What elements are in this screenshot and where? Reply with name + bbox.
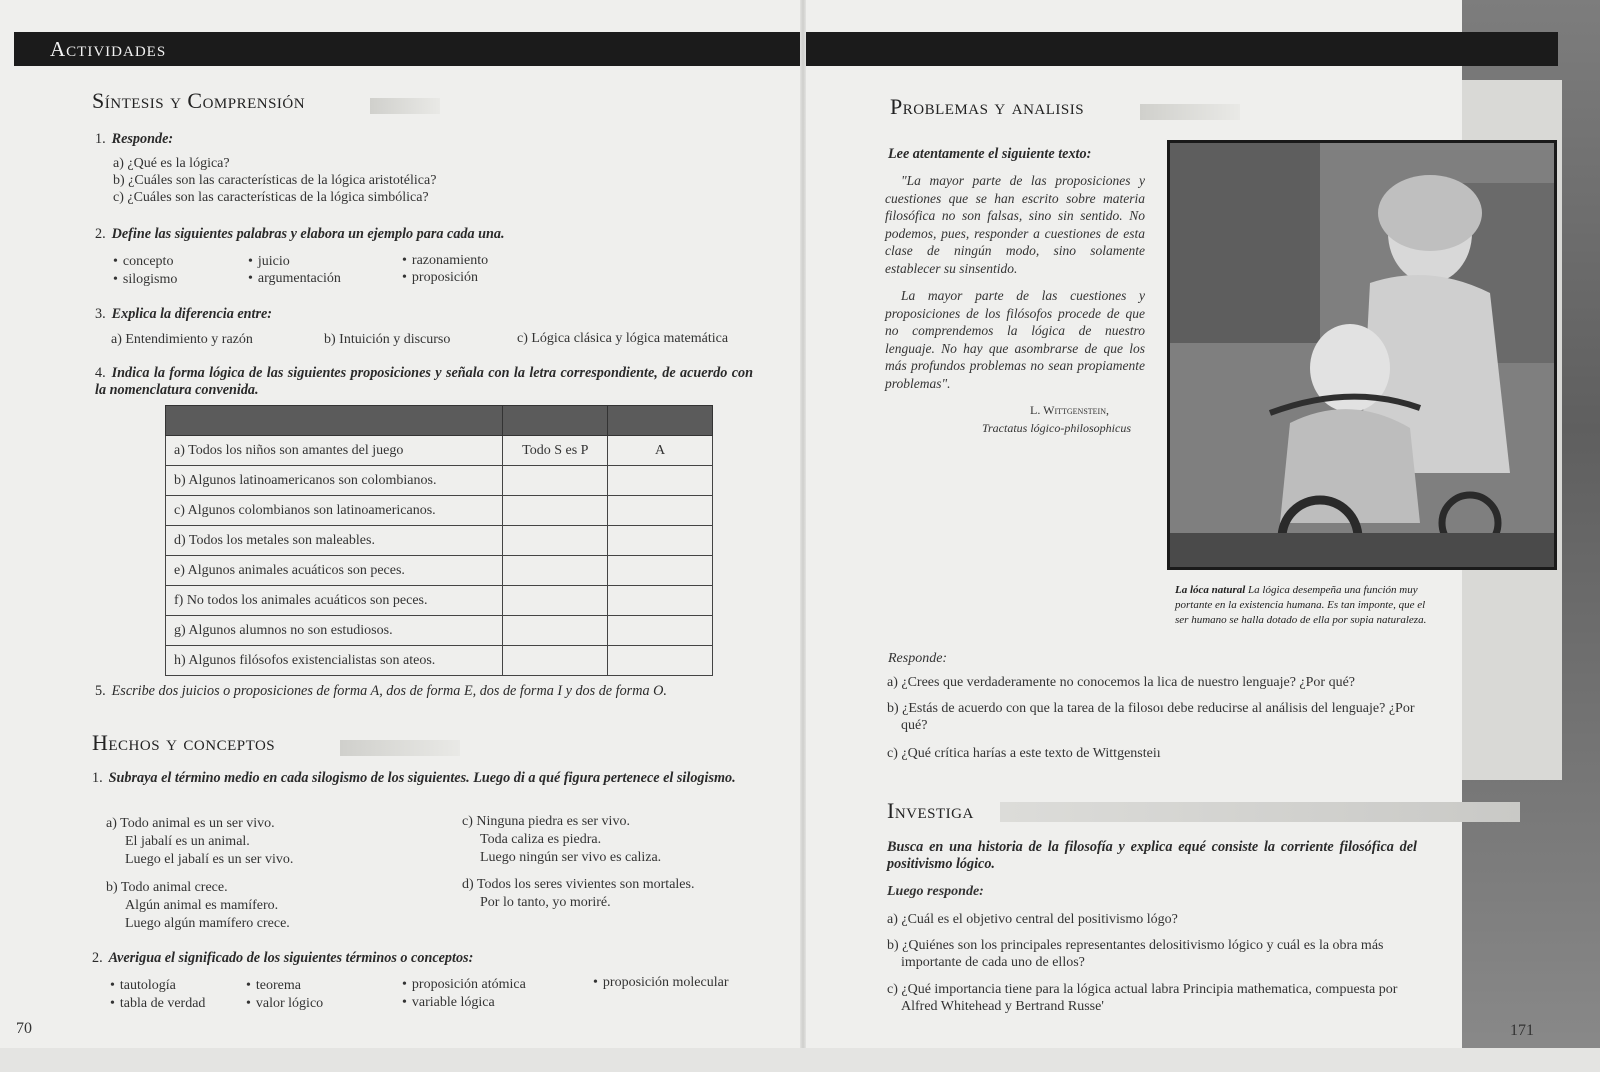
cell-proposicion: b) Algunos latinoamericanos son colombianos. xyxy=(166,466,503,496)
cell-forma xyxy=(503,586,608,616)
section-title-hechos: Hechos y conceptos xyxy=(92,730,276,755)
syllogism-c-line1: c) Ninguna piedra es ser vivo. xyxy=(462,814,630,829)
cell-nombre: A xyxy=(608,436,713,466)
question-5: 5. Escribe dos juicios o proposiciones de forma A, dos de forma E, dos de forma I y dos de forma O. xyxy=(95,683,667,699)
investiga-item-a: a) ¿Cuál es el objetivo central del positivismo lógo? xyxy=(887,912,1178,927)
q3-item-b: b) Intuición y discurso xyxy=(324,332,451,347)
syllogism-b-line1: b) Todo animal crece. xyxy=(106,880,228,895)
header-proposiciones xyxy=(166,406,503,436)
header-forma xyxy=(503,406,608,436)
responde-item-c: c) ¿Qué crítica harías a este texto de Wittgensteiı xyxy=(887,746,1161,761)
section-bar xyxy=(1140,104,1240,120)
section-bar xyxy=(370,98,440,114)
page-number-right: 171 xyxy=(1510,1022,1534,1039)
question-2: 2. Define las siguientes palabras y elabora un ejemplo para cada una. xyxy=(95,226,505,242)
term-teorema: • teorema xyxy=(246,977,301,994)
quote-work: Tractatus lógico-philosophicus xyxy=(982,421,1132,435)
section-bar xyxy=(1000,802,1520,822)
syllogism-a-line3: Luego el jabalí es un ser vivo. xyxy=(125,852,294,867)
table-header-row xyxy=(166,406,713,436)
cell-proposicion: e) Algunos animales acuáticos son peces. xyxy=(166,556,503,586)
quote-author: L. Wittgenstein, xyxy=(1030,403,1109,417)
q1-item-c: c) ¿Cuáles son las características de la lógica simbólica? xyxy=(113,190,429,205)
hechos-question-1: 1. Subraya el término medio en cada silogismo de los siguientes. Luego di a qué figura pertenece el silogismo. xyxy=(92,770,736,786)
syllogism-b-line3: Luego algún mamífero crece. xyxy=(125,916,290,931)
investiga-lead: Busca en una historia de la filosofía y explica equé consiste la corriente filosófica del positivismo lógico. xyxy=(887,839,1417,872)
responde-label: Responde: xyxy=(888,651,948,666)
header-nombre xyxy=(608,406,713,436)
photo-caption: La lóca natural La lógica desempeña una función muy portante en la existencia humana. Es tan imponte, que el ser humano se halla dotado de ella por sυpia naturaleza. xyxy=(1175,584,1427,626)
term-proposicion-molecular: • proposición molecular xyxy=(593,974,728,991)
q3-item-a: a) Entendimiento y razón xyxy=(111,332,253,347)
photo-illustration xyxy=(1170,143,1557,570)
banner-title: Actividades xyxy=(50,37,167,61)
syllogism-a-line2: El jabalí es un animal. xyxy=(125,834,250,849)
q3-item-c: c) Lógica clásica y lógica matemática xyxy=(517,331,729,346)
section-title-investiga: Investiga xyxy=(887,798,974,823)
responde-item-a: a) ¿Crees que verdaderamente no conocemos la lica de nuestro lenguaje? ¿Por qué? xyxy=(887,675,1356,690)
cell-proposicion: g) Algunos alumnos no son estudiosos. xyxy=(166,616,503,646)
term-tabla-de-verdad: • tabla de verdad xyxy=(110,995,205,1012)
term-valor-logico: • valor lógico xyxy=(246,995,323,1012)
cell-forma: Todo S es P xyxy=(503,436,608,466)
cell-proposicion: a) Todos los niños son amantes del juego xyxy=(166,436,503,466)
question-3: 3. Explica la diferencia entre: xyxy=(95,306,273,322)
section-bar xyxy=(340,740,460,756)
word-concepto: • concepto xyxy=(113,253,173,270)
cell-forma xyxy=(503,526,608,556)
cell-nombre xyxy=(608,466,713,496)
word-argumentacion: • argumentación xyxy=(248,270,341,287)
cell-proposicion: h) Algunos filósofos existencialistas son ateos. xyxy=(166,646,503,676)
responde-item-b: b) ¿Estás de acuerdo con que la tarea de la filosoı debe reducirse al análisis del lenguaje? ¿Por qué? xyxy=(887,701,1415,733)
bottom-margin xyxy=(0,1048,1600,1072)
syllogism-d-line2: Por lo tanto, yo moriré. xyxy=(480,895,611,910)
question-4: 4. Indica la forma lógica de las siguientes proposiciones y señala con la letra correspondiente, de acuerdo con la nomenclatura convenida. xyxy=(95,365,753,398)
section-title-sintesis: Síntesis y Comprensión xyxy=(92,88,306,113)
cell-forma xyxy=(503,556,608,586)
cell-proposicion: d) Todos los metales son maleables. xyxy=(166,526,503,556)
cell-nombre xyxy=(608,496,713,526)
wittgenstein-quote-p1: "La mayor parte de las proposiciones y cuestiones que se han escrito sobre materia filosófica no son falsas, sino sin sentido. No podemos, pues, responder a cuestiones de esta clase de ningún modo, sino solamente establecer su sinsentido. xyxy=(885,173,1145,276)
investiga-item-b: b) ¿Quiénes son los principales representantes delositivismo lógico y cuál es la obra más importante de cada uno de ellos? xyxy=(887,938,1384,970)
page-number-left: 70 xyxy=(16,1020,32,1037)
investiga-item-c: c) ¿Qué importancia tiene para la lógica actual labra Principia mathematica, compuesta por Alfred Whitehead y Bertrand Russe' xyxy=(887,982,1398,1014)
syllogism-d-line1: d) Todos los seres vivientes son mortales. xyxy=(462,877,695,892)
luego-responde-label: Luego responde: xyxy=(887,884,984,899)
cell-nombre xyxy=(608,586,713,616)
question-1: 1. Responde: xyxy=(95,131,174,147)
hechos-question-2: 2. Averigua el significado de los siguientes términos o conceptos: xyxy=(92,950,474,966)
right-header-band xyxy=(806,32,1558,66)
cell-nombre xyxy=(608,526,713,556)
logic-form-table xyxy=(165,405,713,676)
term-proposicion-atomica: • proposición atómica xyxy=(402,976,526,993)
cell-nombre xyxy=(608,616,713,646)
syllogism-a-line1: a) Todo animal es un ser vivo. xyxy=(106,816,275,831)
table-row xyxy=(166,466,713,496)
term-variable-logica: • variable lógica xyxy=(402,994,495,1011)
q1-item-a: a) ¿Qué es la lógica? xyxy=(113,156,230,171)
syllogism-c-line3: Luego ningún ser vivo es caliza. xyxy=(480,850,662,865)
table-row xyxy=(166,646,713,676)
wittgenstein-quote-p2: La mayor parte de las cuestiones y proposiciones de los filósofos procede de que no comprendemos la lógica de nuestro lenguaje. No hay que asombrarse de que los más profundos problemas no sean propiamente problemas". xyxy=(885,288,1145,391)
cell-forma xyxy=(503,496,608,526)
cell-nombre xyxy=(608,646,713,676)
word-silogismo: • silogismo xyxy=(113,271,177,288)
table-row xyxy=(166,616,713,646)
word-juicio: • juicio xyxy=(248,253,290,270)
cell-nombre xyxy=(608,556,713,586)
word-razonamiento: • razonamiento xyxy=(402,252,488,269)
cell-forma xyxy=(503,466,608,496)
table-row xyxy=(166,496,713,526)
cell-proposicion: f) No todos los animales acuáticos son peces. xyxy=(166,586,503,616)
table-row xyxy=(166,586,713,616)
q1-item-b: b) ¿Cuáles son las características de la lógica aristotélica? xyxy=(113,173,437,188)
table-row xyxy=(166,436,713,466)
syllogism-b-line2: Algún animal es mamífero. xyxy=(125,898,279,913)
lead-text: Lee atentamente el siguiente texto: xyxy=(888,146,1092,162)
word-proposicion: • proposición xyxy=(402,269,478,286)
book-gutter xyxy=(800,0,806,1072)
term-tautologia: • tautología xyxy=(110,977,176,994)
table-row xyxy=(166,526,713,556)
syllogism-c-line2: Toda caliza es piedra. xyxy=(480,832,602,847)
section-title-problemas: Problemas y analisis xyxy=(890,94,1085,119)
cell-proposicion: c) Algunos colombianos son latinoamericanos. xyxy=(166,496,503,526)
cell-forma xyxy=(503,646,608,676)
children-tricycle-photo xyxy=(1167,140,1557,570)
table-row xyxy=(166,556,713,586)
cell-forma xyxy=(503,616,608,646)
